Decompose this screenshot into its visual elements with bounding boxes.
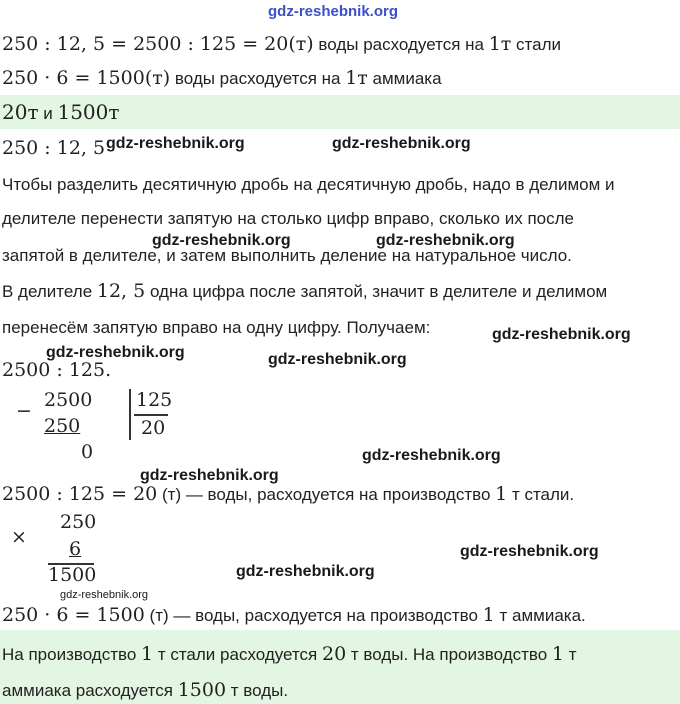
long-division-minus: − [16,400,32,422]
equation-2-text-b: аммиака [367,69,442,88]
long-division-dividend: 2500 [44,389,93,411]
watermark-1[interactable]: gdz-reshebnik.org [106,135,245,152]
final-p4: т [564,645,577,664]
long-division-horizontal-bar [134,414,168,416]
division-start: 250 : 12, 5 [2,137,106,159]
answer-short-a: 20т [2,100,39,124]
final-m1: 1 [141,643,154,665]
rule-line-2: делителе перенести запятую на столько цифр вправо, сколько их после [2,209,574,228]
result-2-number: 1 [482,604,495,626]
watermark-12[interactable]: gdz-reshebnik.org [60,589,149,601]
final-p6: т воды. [226,681,289,700]
long-division-divisor: 125 [136,389,173,411]
result-2-text-b: т аммиака. [494,606,586,625]
result-1-number: 1 [495,483,508,505]
result-1-text-b: т стали. [507,485,575,504]
equation-2-math: 250 · 6 = 1500(т) [2,67,171,89]
watermark-9[interactable]: gdz-reshebnik.org [140,467,279,484]
watermark-11[interactable]: gdz-reshebnik.org [236,563,375,580]
result-line-2 [2,604,586,626]
final-p3: т воды. На производство [346,645,552,664]
watermark-top[interactable]: gdz-reshebnik.org [268,3,399,20]
divisor-text-b: одна цифра после запятой, значит в делителе и делимом [145,282,608,301]
watermark-7[interactable]: gdz-reshebnik.org [268,351,407,368]
result-2-text-a: (т) — воды, расходуется на производство [144,606,483,625]
equation-line-2 [2,67,442,89]
equation-line-1 [2,33,561,55]
final-p2: т стали расходуется [153,645,322,664]
final-m4: 1500 [177,679,227,701]
multiplication-product: 1500 [48,564,97,586]
watermark-3[interactable]: gdz-reshebnik.org [152,232,291,249]
final-m2: 20 [321,643,347,665]
equation-1-text-a: воды расходуется на [313,35,489,54]
long-division-quotient: 20 [141,417,166,439]
divisor-text-a: В делителе [2,282,97,301]
answer-short-and: и [38,104,58,123]
multiplication-factor: 6 [69,538,82,560]
long-division-vertical-bar [129,389,131,440]
move-comma-line: перенесём запятую вправо на одну цифру. Получаем: [2,318,431,337]
divisor-math: 12, 5 [96,280,146,302]
long-division-product: 250 [44,415,81,437]
final-answer-line-1 [2,643,577,665]
watermark-8[interactable]: gdz-reshebnik.org [362,447,501,464]
watermark-4[interactable]: gdz-reshebnik.org [376,232,515,249]
long-division-remainder: 0 [81,441,94,463]
multiplication-sign: × [11,526,27,548]
multiplication-bar [48,563,94,565]
result-line-1 [2,483,574,505]
final-p5: аммиака расходуется [2,681,178,700]
result-1-math: 2500 : 125 = 20 [2,483,158,505]
equation-1-unit: 1т [488,33,512,55]
answer-short-b: 1500т [57,100,120,124]
watermark-10[interactable]: gdz-reshebnik.org [460,543,599,560]
divisor-line [2,280,607,302]
watermark-2[interactable]: gdz-reshebnik.org [332,135,471,152]
answer-short [2,100,119,124]
watermark-5[interactable]: gdz-reshebnik.org [492,326,631,343]
final-m3: 1 [551,643,565,665]
result-1-text-a: (т) — воды, расходуется на производство [157,485,496,504]
watermark-6[interactable]: gdz-reshebnik.org [46,344,185,361]
result-2-math: 250 · 6 = 1500 [2,604,145,626]
rule-line-1: Чтобы разделить десятичную дробь на десятичную дробь, надо в делимом и [2,175,615,194]
rule-line-3: запятой в делителе, и затем выполнить деление на натуральное число. [2,246,572,265]
equation-2-text-a: воды расходуется на [170,69,346,88]
final-p1: На производство [2,645,142,664]
multiplication-top: 250 [60,511,97,533]
equation-1-text-b: стали [511,35,562,54]
equation-2-unit: 1т [345,67,368,89]
final-answer-line-2 [2,679,288,701]
equation-1-math: 250 : 12, 5 = 2500 : 125 = 20(т) [2,33,314,55]
division-expression: 2500 : 125. [2,359,112,381]
